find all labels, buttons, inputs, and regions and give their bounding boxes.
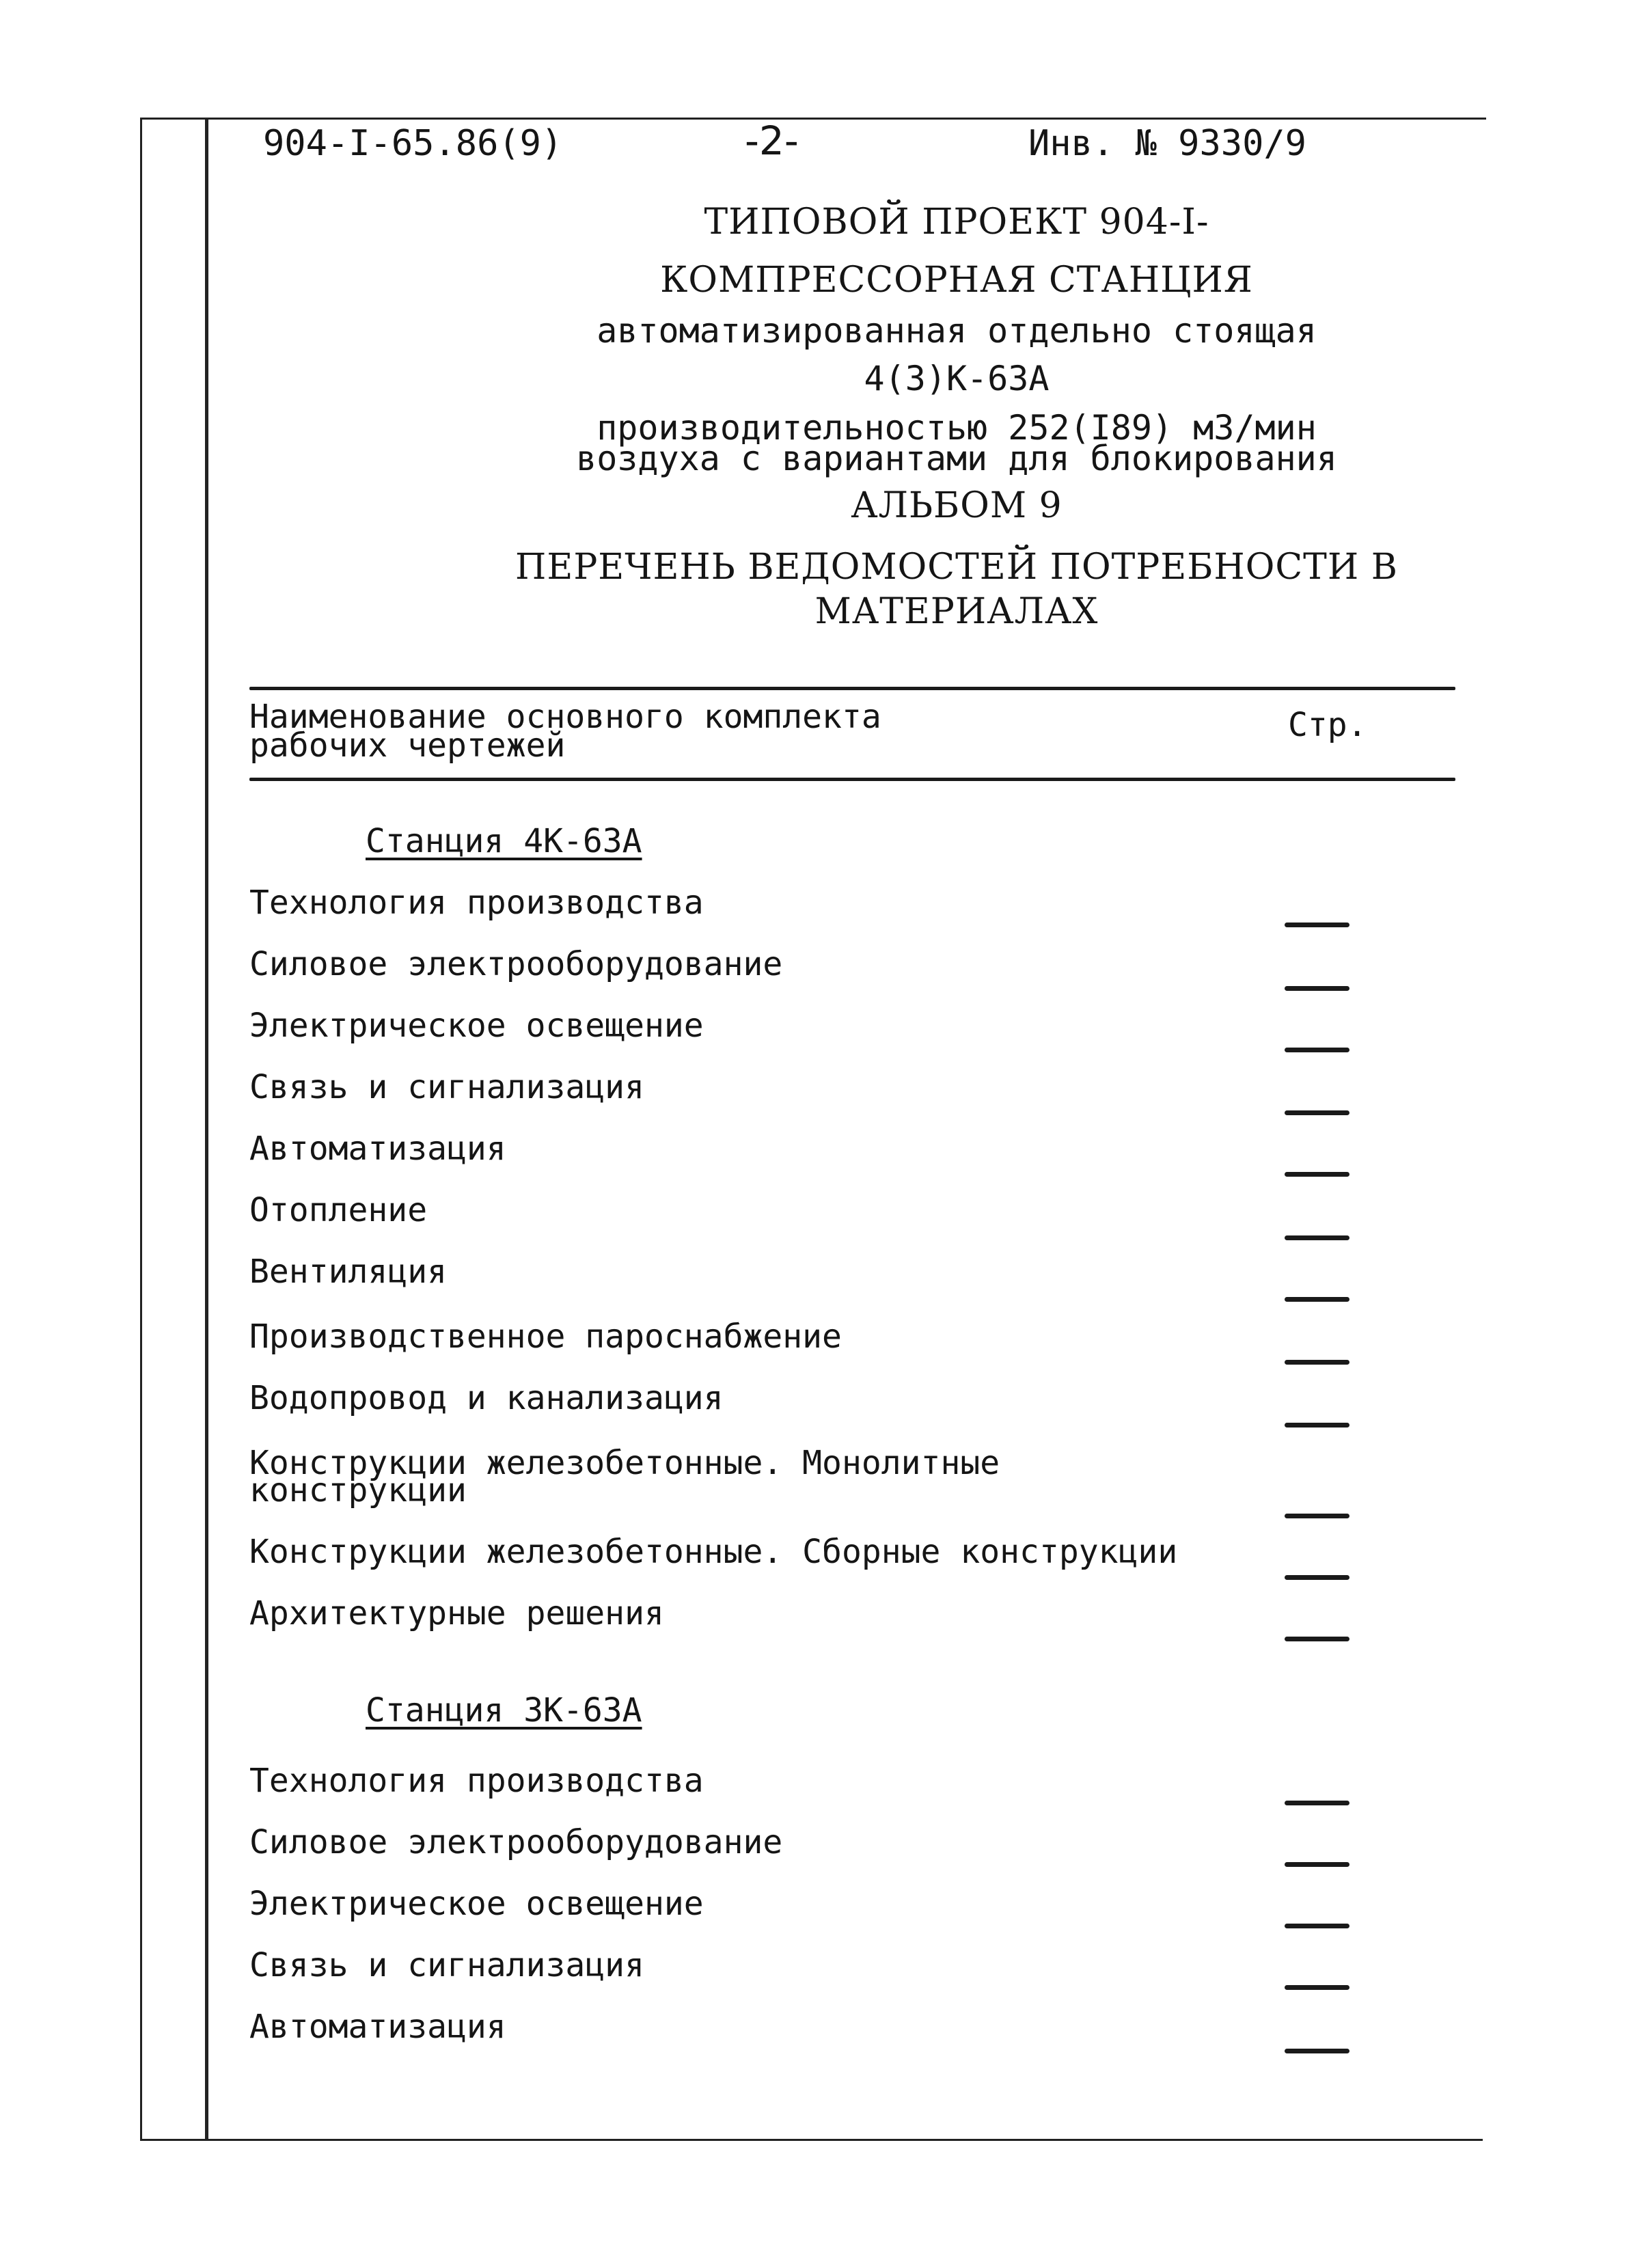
page-dash — [1285, 1110, 1349, 1115]
list-item: Технология производства — [249, 1762, 704, 1800]
station-capacity: производительностью 252(I89) м3/мин — [597, 408, 1317, 448]
subject-line-2: МАТЕРИАЛАХ — [814, 591, 1099, 632]
list-item: Силовое электрооборудование — [249, 945, 783, 983]
station-blocking: воздуха с вариантами для блокирования — [576, 439, 1337, 478]
page-dash — [1285, 1172, 1349, 1177]
document-code: 904-I-65.86(9) — [263, 123, 563, 164]
page-dash — [1285, 986, 1349, 991]
list-item: Производственное пароснабжение — [249, 1317, 842, 1356]
album-title: АЛЬБОМ 9 — [851, 485, 1063, 526]
list-item: Отопление — [249, 1191, 428, 1229]
station-description: автоматизированная отдельно стоящая — [597, 311, 1317, 351]
section-title: Станция 3К-63А — [366, 1691, 642, 1730]
page-dash — [1285, 1924, 1349, 1928]
table-header-rule — [249, 778, 1455, 781]
list-item: Автоматизация — [249, 1130, 506, 1168]
list-item: Связь и сигнализация — [249, 1068, 644, 1106]
page-dash — [1285, 1801, 1349, 1805]
column-name-line-1: Наименование основного комплекта — [249, 698, 881, 736]
list-item: Технология производства — [249, 884, 704, 922]
page-dash — [1285, 1360, 1349, 1365]
list-item-continuation: конструкции — [249, 1471, 467, 1509]
page-dash — [1285, 923, 1349, 927]
list-item: Связь и сигнализация — [249, 1946, 644, 1984]
subject-line-1: ПЕРЕЧЕНЬ ВЕДОМОСТЕЙ ПОТРЕБНОСТИ В — [515, 547, 1398, 588]
page-dash — [1285, 1297, 1349, 1302]
frame-bottom-border — [140, 2139, 1483, 2141]
page-number: -2- — [745, 118, 799, 164]
frame-left-inner-border — [205, 118, 208, 2140]
page-dash — [1285, 1637, 1349, 1641]
list-item: Силовое электрооборудование — [249, 1823, 783, 1861]
list-item: Водопровод и канализация — [249, 1379, 724, 1417]
project-title: ТИПОВОЙ ПРОЕКТ 904-I- — [704, 202, 1209, 243]
page-dash — [1285, 2049, 1349, 2053]
frame-left-outer-border — [140, 118, 142, 2140]
list-item: Электрическое освещение — [249, 1007, 704, 1045]
list-item: Электрическое освещение — [249, 1885, 704, 1923]
station-title: КОМПРЕССОРНАЯ СТАНЦИЯ — [660, 260, 1253, 301]
list-item: Конструкции железобетонные. Сборные конструкции — [249, 1533, 1178, 1571]
list-item: Автоматизация — [249, 2008, 506, 2046]
table-top-rule — [249, 687, 1455, 690]
column-page-header: Стр. — [1288, 706, 1367, 744]
list-item: Архитектурные решения — [249, 1594, 664, 1632]
station-model: 4(3)К-63А — [864, 359, 1050, 398]
column-name-line-2: рабочих чертежей — [249, 726, 566, 765]
frame-top-border — [140, 118, 1486, 120]
page-dash — [1285, 1048, 1349, 1052]
page-dash — [1285, 1423, 1349, 1427]
page-dash — [1285, 1514, 1349, 1518]
page-dash — [1285, 1862, 1349, 1867]
section-title: Станция 4К-63А — [366, 822, 642, 860]
page-dash — [1285, 1235, 1349, 1240]
list-item: Конструкции железобетонные. Монолитные — [249, 1444, 1000, 1482]
list-item: Вентиляция — [249, 1253, 447, 1291]
page-dash — [1285, 1985, 1349, 1990]
page-dash — [1285, 1575, 1349, 1580]
inventory-number: Инв. № 9330/9 — [1028, 123, 1306, 164]
